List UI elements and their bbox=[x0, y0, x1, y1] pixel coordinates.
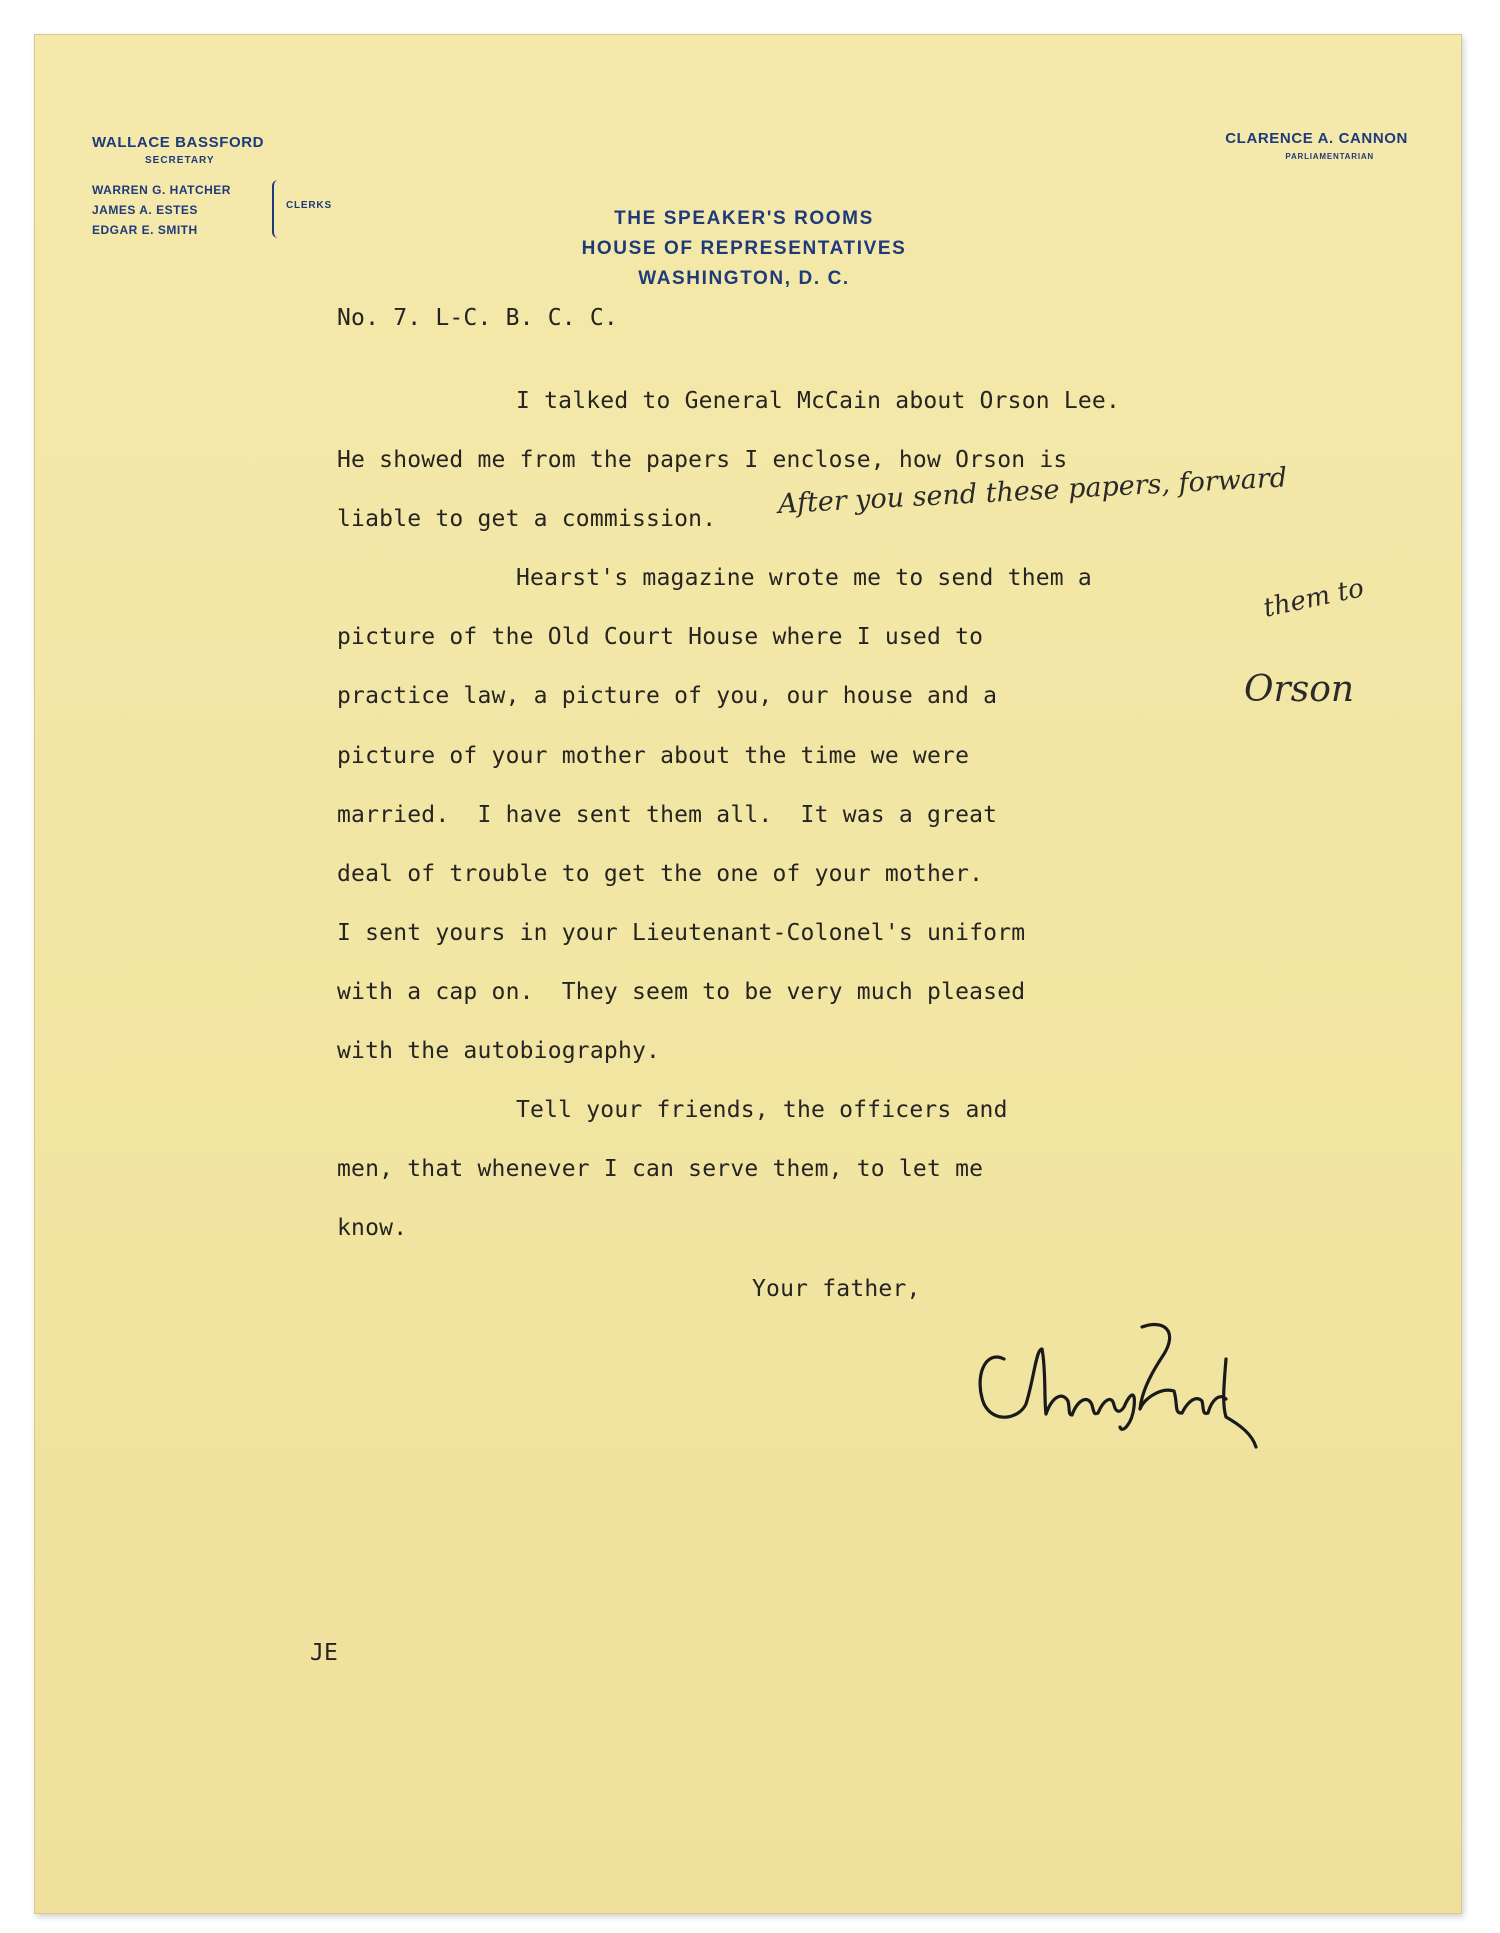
letter-line: liable to get a commission. bbox=[337, 506, 717, 532]
letterhead-parliamentarian-title: PARLIAMENTARIAN bbox=[1285, 152, 1374, 161]
letter-line: practice law, a picture of you, our house and a bbox=[337, 683, 998, 709]
letterhead-office: THE SPEAKER'S ROOMS bbox=[614, 208, 874, 229]
letterhead-city: WASHINGTON, D. C. bbox=[638, 268, 850, 289]
letterhead-clerk: JAMES A. ESTES bbox=[92, 203, 198, 217]
letterhead-clerk: WARREN G. HATCHER bbox=[92, 183, 231, 197]
letterhead-clerks-label: CLERKS bbox=[286, 200, 332, 211]
letter-line: Tell your friends, the officers and bbox=[516, 1097, 1008, 1123]
letterhead-parliamentarian-name: CLARENCE A. CANNON bbox=[1225, 130, 1408, 147]
letter-closing: Your father, bbox=[752, 1276, 921, 1302]
letter-line: He showed me from the papers I enclose, how Orson is bbox=[337, 447, 1068, 473]
clerks-brace bbox=[272, 180, 282, 238]
handwritten-note-line: Orson bbox=[1244, 669, 1355, 710]
letterhead-clerks-list bbox=[92, 180, 231, 240]
letter-line: with the autobiography. bbox=[337, 1038, 661, 1064]
letter-line: picture of your mother about the time we were bbox=[337, 743, 970, 769]
letter-line: I sent yours in your Lieutenant-Colonel's uniform bbox=[337, 920, 1026, 946]
handwritten-note-line: them to bbox=[1260, 573, 1367, 624]
letter-line: know. bbox=[337, 1215, 408, 1241]
letter-reference: No. 7. L-C. B. C. C. bbox=[337, 305, 618, 331]
letter-sheet bbox=[34, 34, 1462, 1914]
letterhead-secretary-name: WALLACE BASSFORD bbox=[92, 134, 265, 151]
handwritten-note-line: After you send these papers, forward bbox=[777, 462, 1288, 520]
letter-line: picture of the Old Court House where I used to bbox=[337, 624, 984, 650]
letter-line: deal of trouble to get the one of your mother. bbox=[337, 861, 984, 887]
typist-initials: JE bbox=[310, 1640, 339, 1666]
letter-line: men, that whenever I can serve them, to let me bbox=[337, 1156, 984, 1182]
letter-line: married. I have sent them all. It was a great bbox=[337, 802, 998, 828]
letter-line: with a cap on. They seem to be very much pleased bbox=[337, 979, 1026, 1005]
letterhead-center bbox=[524, 204, 964, 294]
letterhead-clerk: EDGAR E. SMITH bbox=[92, 223, 198, 237]
letter-line: I talked to General McCain about Orson Lee. bbox=[516, 388, 1121, 414]
letter-line: Hearst's magazine wrote me to send them a bbox=[516, 565, 1092, 591]
letterhead-secretary-title: SECRETARY bbox=[145, 155, 215, 166]
letterhead-house: HOUSE OF REPRESENTATIVES bbox=[581, 238, 907, 259]
